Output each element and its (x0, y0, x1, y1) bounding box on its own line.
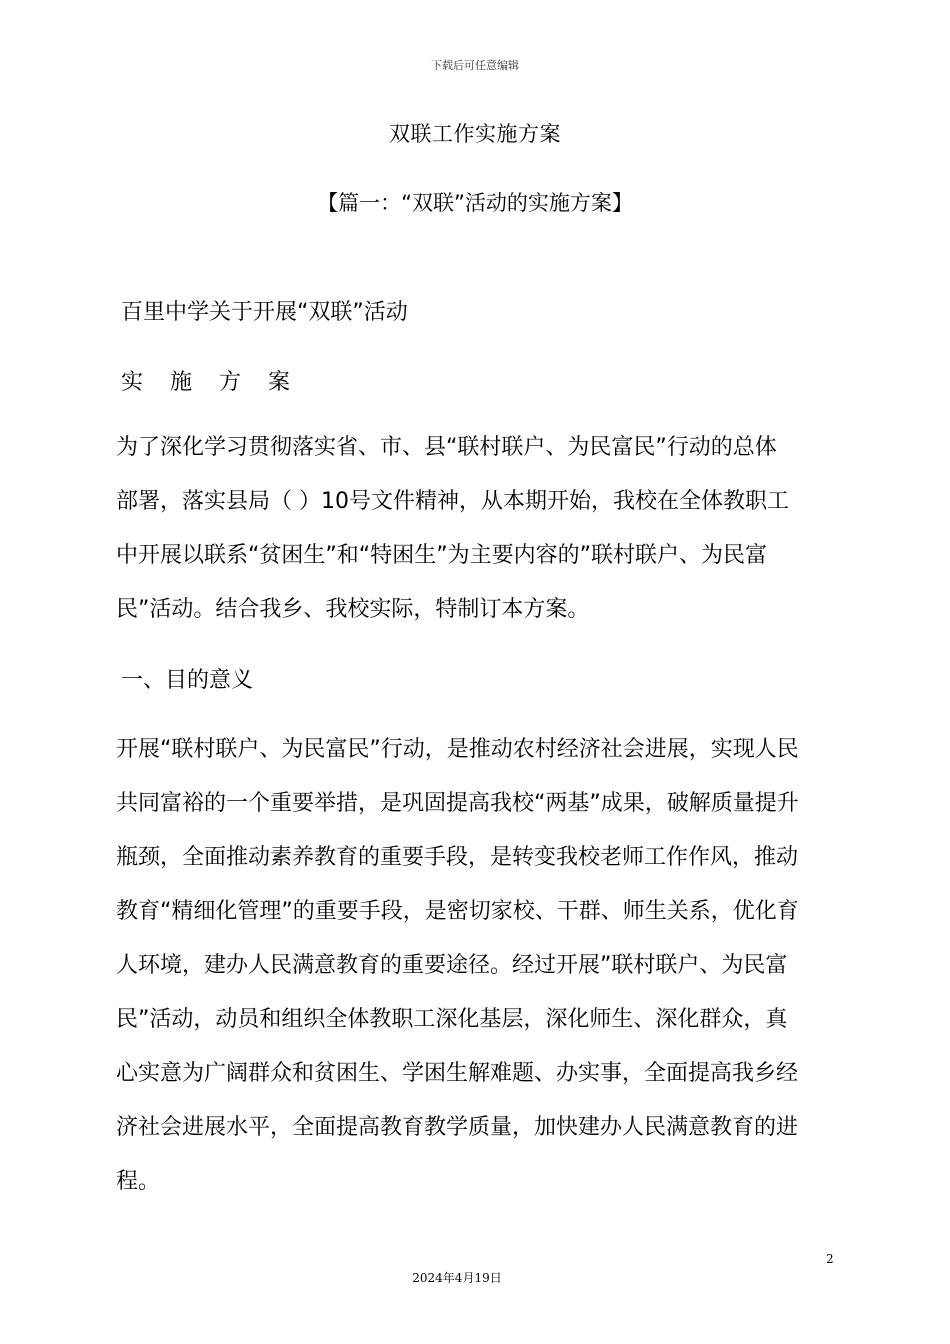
paragraph-line: 部署，落实县局（ ）10号文件精神，从本期开始，我校在全体教职工 (116, 489, 789, 514)
paragraph-line: 共同富裕的一个重要举措，是巩固提高我校“两基”成果，破解质量提升 (116, 791, 799, 816)
section-heading: 一、目的意义 (121, 668, 254, 693)
paragraph-line: 程。 (116, 1169, 161, 1194)
sub-heading: 实 施 方 案 (121, 370, 300, 395)
paragraph-line: 人环境，建办人民满意教育的重要途径。经过开展”联村联户、为民富 (116, 953, 788, 978)
paragraph-line: 民”活动。结合我乡、我校实际，特制订本方案。 (116, 597, 590, 622)
paragraph-line: 瓶颈，全面推动素养教育的重要手段，是转变我校老师工作作风，推动 (116, 845, 799, 870)
header-note: 下载后可任意编辑 (431, 59, 519, 72)
paragraph-intro (116, 430, 836, 646)
paragraph-line: 开展“联村联户、为民富民”行动，是推动农村经济社会进展，实现人民 (116, 737, 799, 762)
footer-date: 2024年4月19日 (412, 1271, 502, 1285)
paragraph-line: 为了深化学习贯彻落实省、市、县“联村联户、为民富民”行动的总体 (116, 435, 777, 460)
document-title: 双联工作实施方案 (389, 122, 561, 146)
paragraph-line: 济社会进展水平，全面提高教育教学质量，加快建办人民满意教育的进 (116, 1115, 799, 1140)
page-number: 2 (826, 1252, 834, 1266)
document-subtitle: 【篇一：“双联”活动的实施方案】 (317, 191, 633, 215)
paragraph-line: 民”活动，动员和组织全体教职工深化基层，深化师生、深化群众，真 (116, 1007, 788, 1032)
paragraph-line: 教育“精细化管理”的重要手段，是密切家校、干群、师生关系，优化育 (116, 899, 799, 924)
paragraph-purpose (116, 732, 836, 1218)
paragraph-line: 中开展以联系“贫困生”和“特困生”为主要内容的”联村联户、为民富 (116, 543, 767, 568)
school-title: 百里中学关于开展“双联”活动 (121, 300, 408, 325)
paragraph-line: 心实意为广阔群众和贫困生、学困生解难题、办实事，全面提高我乡经 (116, 1061, 799, 1086)
